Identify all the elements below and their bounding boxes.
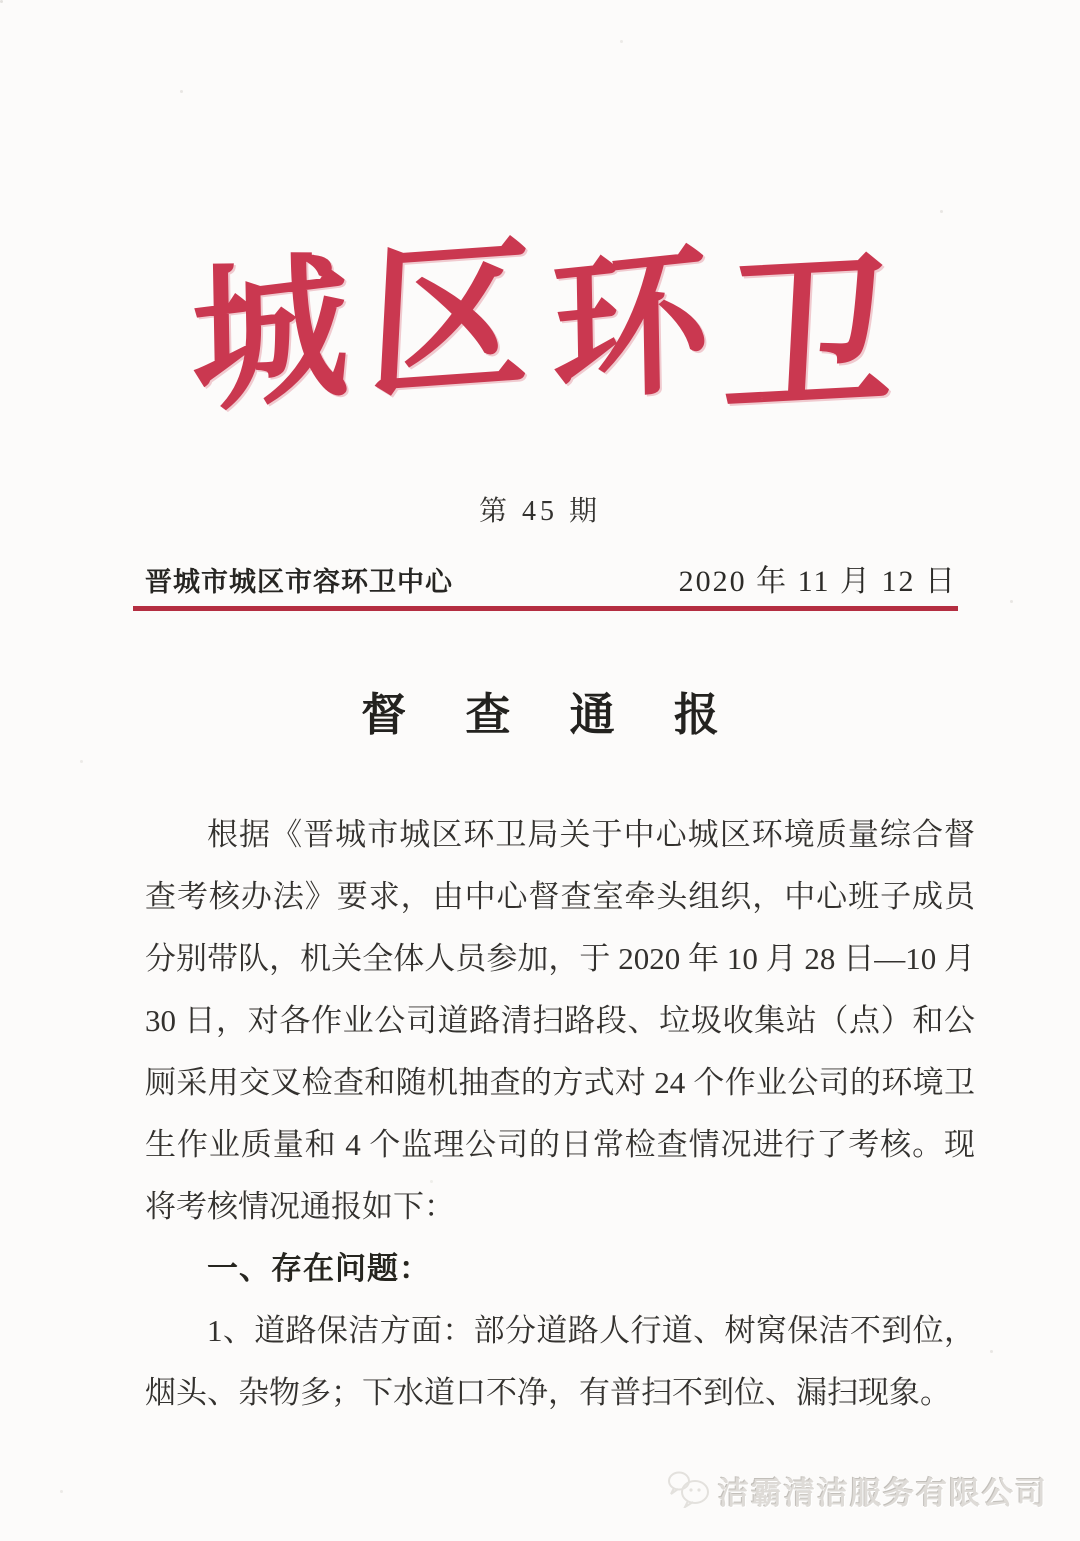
- masthead-char: 卫: [719, 239, 900, 438]
- publication-date: 2020 年 11 月 12 日: [678, 565, 957, 598]
- masthead-char: 城: [190, 238, 351, 435]
- body-item: 1、道路保洁方面：部分道路人行道、树窝保洁不到位，烟头、杂物多；下水道口不净，有普扫不到位、漏扫现象。: [145, 1313, 975, 1410]
- scan-noise: [0, 0, 3, 3]
- issuing-org: 晋城市城区市容环卫中心: [145, 567, 453, 597]
- issue-number: 第 45 期: [478, 496, 601, 527]
- document-title: 督 查 通 报: [361, 690, 743, 740]
- section-heading: 一、存在问题：: [207, 1251, 431, 1286]
- red-divider-rule: [133, 606, 958, 611]
- masthead-char: 环: [549, 232, 711, 425]
- header-row: [145, 556, 957, 600]
- watermark-label: 洁霸清洁服务有限公司: [718, 1476, 1048, 1511]
- body-paragraph: 根据《晋城市城区环卫局关于中心城区环境质量综合督查考核办法》要求，由中心督查室牵头组织，中心班子成员分别带队，机关全体人员参加，于 2020 年 10 月 28 日—10 月 30 日，对各作业公司道路清扫路段、垃圾收集站（点）和公厕采用交叉检查和随机抽查的方式对 24 个作业公司的环境卫生作业质量和 4 个监理公司的日常检查情况进行了考核。现将考核情况通报如下：: [145, 817, 975, 1224]
- masthead-char: 区: [363, 225, 538, 420]
- wechat-icon: [666, 1468, 712, 1513]
- masthead-title: [0, 225, 1080, 438]
- watermark: [666, 1468, 1048, 1513]
- document-body: [145, 804, 975, 1424]
